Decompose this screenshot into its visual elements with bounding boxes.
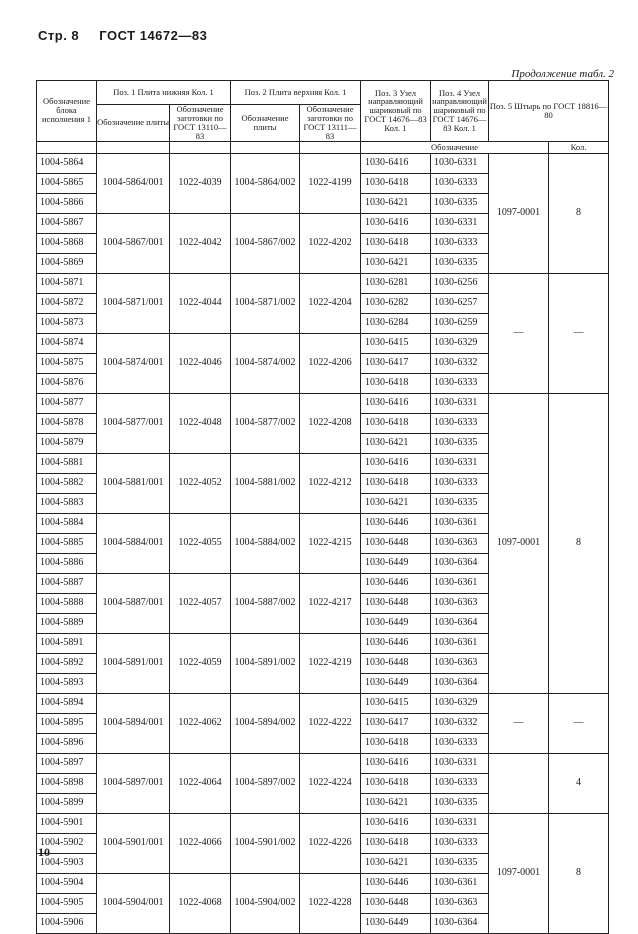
upper-plate-blank: 1022-4199 (300, 153, 361, 213)
guide-unit-pos3: 1030-6281 (361, 273, 431, 293)
upper-plate-blank: 1022-4224 (300, 753, 361, 813)
guide-unit-pos3: 1030-6421 (361, 253, 431, 273)
upper-plate-designation: 1004-5904/002 (231, 873, 300, 933)
guide-unit-pos4: 1030-6361 (431, 873, 489, 893)
guide-unit-pos4: 1030-6364 (431, 673, 489, 693)
block-designation: 1004-5895 (37, 713, 97, 733)
guide-unit-pos3: 1030-6284 (361, 313, 431, 333)
guide-unit-pos4: 1030-6333 (431, 233, 489, 253)
header-pos4: Поз. 4 Узел направляющий шариковый по ГОСТ 14676—83 Кол. 1 (431, 81, 489, 142)
guide-unit-pos4: 1030-6331 (431, 753, 489, 773)
guide-unit-pos4: 1030-6335 (431, 433, 489, 453)
guide-unit-pos4: 1030-6333 (431, 733, 489, 753)
block-designation: 1004-5889 (37, 613, 97, 633)
block-designation: 1004-5899 (37, 793, 97, 813)
guide-unit-pos4: 1030-6256 (431, 273, 489, 293)
block-designation: 1004-5877 (37, 393, 97, 413)
header-block: Обозначение блока исполнения 1 (37, 81, 97, 142)
guide-unit-pos3: 1030-6416 (361, 753, 431, 773)
header-designation: Обозначение (361, 141, 549, 153)
upper-plate-designation: 1004-5884/002 (231, 513, 300, 573)
guide-unit-pos3: 1030-6449 (361, 913, 431, 933)
guide-unit-pos4: 1030-6361 (431, 513, 489, 533)
upper-plate-blank: 1022-4219 (300, 633, 361, 693)
pin-designation (489, 753, 549, 813)
guide-unit-pos3: 1030-6448 (361, 893, 431, 913)
block-designation: 1004-5905 (37, 893, 97, 913)
upper-plate-blank: 1022-4215 (300, 513, 361, 573)
block-designation: 1004-5865 (37, 173, 97, 193)
header-blank-2: Обозначение заготовки по ГОСТ 13111—83 (300, 105, 361, 142)
block-designation: 1004-5876 (37, 373, 97, 393)
guide-unit-pos3: 1030-6446 (361, 573, 431, 593)
guide-unit-pos3: 1030-6416 (361, 393, 431, 413)
guide-unit-pos4: 1030-6363 (431, 653, 489, 673)
guide-unit-pos4: 1030-6361 (431, 633, 489, 653)
guide-unit-pos3: 1030-6448 (361, 653, 431, 673)
header-plate-1: Обозначение плиты (97, 105, 170, 142)
guide-unit-pos4: 1030-6361 (431, 573, 489, 593)
guide-unit-pos3: 1030-6417 (361, 353, 431, 373)
guide-unit-pos3: 1030-6448 (361, 593, 431, 613)
guide-unit-pos3: 1030-6416 (361, 213, 431, 233)
pin-designation: 1097-0001 (489, 153, 549, 273)
guide-unit-pos4: 1030-6364 (431, 613, 489, 633)
lower-plate-designation: 1004-5894/001 (97, 693, 170, 753)
block-designation: 1004-5886 (37, 553, 97, 573)
lower-plate-designation: 1004-5904/001 (97, 873, 170, 933)
table-row (37, 273, 609, 293)
pin-designation: — (489, 693, 549, 753)
guide-unit-pos3: 1030-6446 (361, 633, 431, 653)
lower-plate-blank: 1022-4064 (170, 753, 231, 813)
guide-unit-pos3: 1030-6416 (361, 813, 431, 833)
page-footer-number: 10 (38, 845, 50, 859)
block-designation: 1004-5898 (37, 773, 97, 793)
block-designation: 1004-5892 (37, 653, 97, 673)
lower-plate-designation: 1004-5887/001 (97, 573, 170, 633)
guide-unit-pos4: 1030-6259 (431, 313, 489, 333)
lower-plate-blank: 1022-4039 (170, 153, 231, 213)
guide-unit-pos3: 1030-6418 (361, 373, 431, 393)
guide-unit-pos3: 1030-6415 (361, 333, 431, 353)
pin-designation: 1097-0001 (489, 393, 549, 693)
upper-plate-designation: 1004-5887/002 (231, 573, 300, 633)
document-code: ГОСТ 14672—83 (99, 28, 208, 43)
block-designation: 1004-5868 (37, 233, 97, 253)
upper-plate-blank: 1022-4204 (300, 273, 361, 333)
pin-designation: 1097-0001 (489, 813, 549, 933)
block-designation: 1004-5879 (37, 433, 97, 453)
block-designation: 1004-5888 (37, 593, 97, 613)
block-designation: 1004-5891 (37, 633, 97, 653)
block-designation: 1004-5887 (37, 573, 97, 593)
upper-plate-blank: 1022-4202 (300, 213, 361, 273)
specification-table-wrapper (36, 80, 609, 934)
header-plate-2: Обозначение плиты (231, 105, 300, 142)
guide-unit-pos3: 1030-6418 (361, 473, 431, 493)
upper-plate-designation: 1004-5871/002 (231, 273, 300, 333)
upper-plate-blank: 1022-4226 (300, 813, 361, 873)
lower-plate-designation: 1004-5871/001 (97, 273, 170, 333)
page-number-label: Стр. 8 (38, 28, 80, 43)
upper-plate-designation: 1004-5874/002 (231, 333, 300, 393)
pin-quantity: — (549, 273, 609, 393)
block-designation: 1004-5869 (37, 253, 97, 273)
block-designation: 1004-5893 (37, 673, 97, 693)
guide-unit-pos3: 1030-6418 (361, 733, 431, 753)
table-row (37, 153, 609, 173)
guide-unit-pos3: 1030-6418 (361, 833, 431, 853)
block-designation: 1004-5885 (37, 533, 97, 553)
page-header (38, 28, 223, 43)
lower-plate-blank: 1022-4046 (170, 333, 231, 393)
pin-quantity: 8 (549, 153, 609, 273)
pin-quantity: 8 (549, 393, 609, 693)
upper-plate-blank: 1022-4212 (300, 453, 361, 513)
guide-unit-pos3: 1030-6421 (361, 853, 431, 873)
guide-unit-pos4: 1030-6331 (431, 813, 489, 833)
header-qty: Кол. (549, 141, 609, 153)
guide-unit-pos4: 1030-6363 (431, 533, 489, 553)
guide-unit-pos3: 1030-6446 (361, 873, 431, 893)
lower-plate-blank: 1022-4052 (170, 453, 231, 513)
guide-unit-pos3: 1030-6418 (361, 413, 431, 433)
guide-unit-pos4: 1030-6329 (431, 333, 489, 353)
header-pos3: Поз. 3 Узел направляющий шариковый по ГОСТ 14676—83 Кол. 1 (361, 81, 431, 142)
table-body (37, 153, 609, 933)
guide-unit-pos4: 1030-6331 (431, 453, 489, 473)
guide-unit-pos4: 1030-6333 (431, 413, 489, 433)
lower-plate-designation: 1004-5877/001 (97, 393, 170, 453)
pin-quantity: 8 (549, 813, 609, 933)
lower-plate-blank: 1022-4044 (170, 273, 231, 333)
guide-unit-pos4: 1030-6364 (431, 553, 489, 573)
block-designation: 1004-5882 (37, 473, 97, 493)
guide-unit-pos3: 1030-6421 (361, 793, 431, 813)
guide-unit-pos4: 1030-6363 (431, 593, 489, 613)
table-row (37, 753, 609, 773)
guide-unit-pos3: 1030-6415 (361, 693, 431, 713)
lower-plate-designation: 1004-5884/001 (97, 513, 170, 573)
upper-plate-designation: 1004-5877/002 (231, 393, 300, 453)
header-pos5: Поз. 5 Штырь по ГОСТ 18816—80 (489, 81, 609, 142)
block-designation: 1004-5878 (37, 413, 97, 433)
block-designation: 1004-5897 (37, 753, 97, 773)
guide-unit-pos3: 1030-6449 (361, 673, 431, 693)
upper-plate-designation: 1004-5864/002 (231, 153, 300, 213)
guide-unit-pos3: 1030-6421 (361, 193, 431, 213)
guide-unit-pos3: 1030-6418 (361, 773, 431, 793)
table-row (37, 693, 609, 713)
lower-plate-designation: 1004-5891/001 (97, 633, 170, 693)
block-designation: 1004-5906 (37, 913, 97, 933)
block-designation: 1004-5904 (37, 873, 97, 893)
upper-plate-designation: 1004-5897/002 (231, 753, 300, 813)
block-designation: 1004-5884 (37, 513, 97, 533)
lower-plate-blank: 1022-4059 (170, 633, 231, 693)
guide-unit-pos3: 1030-6421 (361, 493, 431, 513)
lower-plate-designation: 1004-5864/001 (97, 153, 170, 213)
block-designation: 1004-5873 (37, 313, 97, 333)
guide-unit-pos3: 1030-6418 (361, 173, 431, 193)
upper-plate-blank: 1022-4222 (300, 693, 361, 753)
guide-unit-pos3: 1030-6417 (361, 713, 431, 733)
block-designation: 1004-5871 (37, 273, 97, 293)
upper-plate-designation: 1004-5867/002 (231, 213, 300, 273)
guide-unit-pos3: 1030-6446 (361, 513, 431, 533)
guide-unit-pos4: 1030-6335 (431, 193, 489, 213)
lower-plate-blank: 1022-4055 (170, 513, 231, 573)
guide-unit-pos3: 1030-6448 (361, 533, 431, 553)
guide-unit-pos4: 1030-6257 (431, 293, 489, 313)
lower-plate-blank: 1022-4057 (170, 573, 231, 633)
guide-unit-pos4: 1030-6335 (431, 793, 489, 813)
guide-unit-pos4: 1030-6333 (431, 173, 489, 193)
header-pos2: Поз. 2 Плита верхняя Кол. 1 (231, 81, 361, 105)
block-designation: 1004-5903 (37, 853, 97, 873)
lower-plate-blank: 1022-4048 (170, 393, 231, 453)
upper-plate-designation: 1004-5881/002 (231, 453, 300, 513)
guide-unit-pos4: 1030-6364 (431, 913, 489, 933)
lower-plate-designation: 1004-5881/001 (97, 453, 170, 513)
guide-unit-pos3: 1030-6416 (361, 453, 431, 473)
pin-quantity: 4 (549, 753, 609, 813)
lower-plate-blank: 1022-4042 (170, 213, 231, 273)
lower-plate-designation: 1004-5874/001 (97, 333, 170, 393)
block-designation: 1004-5896 (37, 733, 97, 753)
header-blank-1: Обозначение заготовки по ГОСТ 13110—83 (170, 105, 231, 142)
guide-unit-pos3: 1030-6282 (361, 293, 431, 313)
table-row (37, 813, 609, 833)
upper-plate-designation: 1004-5891/002 (231, 633, 300, 693)
block-designation: 1004-5894 (37, 693, 97, 713)
guide-unit-pos4: 1030-6332 (431, 713, 489, 733)
guide-unit-pos4: 1030-6331 (431, 213, 489, 233)
lower-plate-designation: 1004-5867/001 (97, 213, 170, 273)
guide-unit-pos4: 1030-6331 (431, 393, 489, 413)
block-designation: 1004-5867 (37, 213, 97, 233)
guide-unit-pos4: 1030-6331 (431, 153, 489, 173)
block-designation: 1004-5881 (37, 453, 97, 473)
block-designation: 1004-5902 (37, 833, 97, 853)
guide-unit-pos3: 1030-6416 (361, 153, 431, 173)
block-designation: 1004-5872 (37, 293, 97, 313)
header-pos1: Поз. 1 Плита нижняя Кол. 1 (97, 81, 231, 105)
upper-plate-blank: 1022-4217 (300, 573, 361, 633)
specification-table (36, 80, 609, 934)
lower-plate-designation: 1004-5901/001 (97, 813, 170, 873)
continuation-label: Продолжение табл. 2 (511, 68, 614, 80)
guide-unit-pos4: 1030-6329 (431, 693, 489, 713)
upper-plate-blank: 1022-4208 (300, 393, 361, 453)
guide-unit-pos4: 1030-6363 (431, 893, 489, 913)
block-designation: 1004-5901 (37, 813, 97, 833)
block-designation: 1004-5875 (37, 353, 97, 373)
lower-plate-blank: 1022-4062 (170, 693, 231, 753)
block-designation: 1004-5864 (37, 153, 97, 173)
pin-designation: — (489, 273, 549, 393)
guide-unit-pos4: 1030-6335 (431, 853, 489, 873)
guide-unit-pos3: 1030-6418 (361, 233, 431, 253)
block-designation: 1004-5883 (37, 493, 97, 513)
upper-plate-blank: 1022-4228 (300, 873, 361, 933)
guide-unit-pos4: 1030-6333 (431, 373, 489, 393)
guide-unit-pos4: 1030-6335 (431, 253, 489, 273)
lower-plate-blank: 1022-4066 (170, 813, 231, 873)
upper-plate-designation: 1004-5901/002 (231, 813, 300, 873)
block-designation: 1004-5874 (37, 333, 97, 353)
upper-plate-blank: 1022-4206 (300, 333, 361, 393)
upper-plate-designation: 1004-5894/002 (231, 693, 300, 753)
guide-unit-pos4: 1030-6333 (431, 833, 489, 853)
guide-unit-pos4: 1030-6333 (431, 773, 489, 793)
lower-plate-blank: 1022-4068 (170, 873, 231, 933)
guide-unit-pos4: 1030-6332 (431, 353, 489, 373)
guide-unit-pos4: 1030-6333 (431, 473, 489, 493)
lower-plate-designation: 1004-5897/001 (97, 753, 170, 813)
block-designation: 1004-5866 (37, 193, 97, 213)
guide-unit-pos3: 1030-6421 (361, 433, 431, 453)
table-row (37, 393, 609, 413)
guide-unit-pos4: 1030-6335 (431, 493, 489, 513)
guide-unit-pos3: 1030-6449 (361, 553, 431, 573)
guide-unit-pos3: 1030-6449 (361, 613, 431, 633)
pin-quantity: — (549, 693, 609, 753)
